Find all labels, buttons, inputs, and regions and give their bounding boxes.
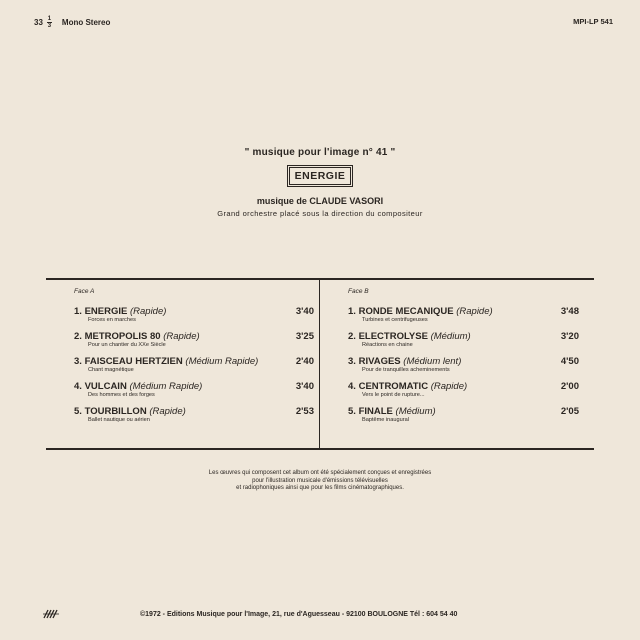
composer-credit: musique de CLAUDE VASORI <box>256 196 384 206</box>
speed-fraction <box>47 16 52 29</box>
track-duration: 3'40 <box>295 306 314 317</box>
track-number: 4. <box>74 381 82 392</box>
track-title: RIVAGES <box>358 356 401 367</box>
track-tempo: (Rapide) <box>129 306 167 317</box>
track-title: FINALE <box>358 406 393 417</box>
track-title: RONDE MECANIQUE <box>358 306 454 317</box>
track-row <box>348 381 579 405</box>
track-title-line <box>348 331 471 342</box>
track-number: 1. <box>348 306 356 317</box>
track-title: ELECTROLYSE <box>358 331 428 342</box>
track-row <box>74 381 314 405</box>
track-title-line <box>74 356 258 367</box>
speed-whole: 33 <box>34 18 43 27</box>
track-duration: 3'40 <box>295 381 314 392</box>
face-a-label: Face A <box>74 288 95 295</box>
track-row <box>348 331 579 355</box>
speed-denominator: 3 <box>47 23 52 29</box>
track-row <box>348 406 579 430</box>
track-duration: 2'05 <box>560 406 579 417</box>
track-number: 3. <box>348 356 356 367</box>
track-duration: 2'40 <box>295 356 314 367</box>
track-description: Ballet nautique ou aérien <box>88 417 150 423</box>
catalog-number: MPI-LP 541 <box>573 17 613 26</box>
track-number: 2. <box>74 331 82 342</box>
notice-line: Les œuvres qui composent cet album ont été spécialement conçues et enregistrées <box>208 470 432 476</box>
track-tempo: (Médium) <box>430 331 471 342</box>
track-description: Réactions en chaine <box>362 342 413 348</box>
album-title <box>287 165 353 187</box>
track-number: 5. <box>74 406 82 417</box>
track-title: METROPOLIS 80 <box>84 331 161 342</box>
track-description: Des hommes et des forges <box>88 392 155 398</box>
track-title-line <box>348 356 461 367</box>
track-number: 4. <box>348 381 356 392</box>
track-description: Pour un chantier du XXe Siècle <box>88 342 166 348</box>
track-duration: 3'25 <box>295 331 314 342</box>
track-row <box>348 306 579 330</box>
speed-label <box>34 16 110 29</box>
album-title-text: ENERGIE <box>294 170 346 182</box>
track-duration: 2'00 <box>560 381 579 392</box>
copyright-line: ©1972 - Editions Musique pour l'Image, 21, rue d'Aguesseau - 92100 BOULOGNE Tél : 604 54 40 <box>140 611 458 618</box>
panel-bottom-rule <box>46 448 594 450</box>
speed-numerator: 1 <box>47 16 52 22</box>
publisher-logo <box>43 609 59 619</box>
track-description: Chant magnétique <box>88 367 134 373</box>
track-number: 5. <box>348 406 356 417</box>
track-title-line <box>74 406 186 417</box>
track-title-line <box>74 331 200 342</box>
track-tempo: (Rapide) <box>163 331 200 342</box>
track-title: TOURBILLON <box>84 406 147 417</box>
track-number: 1. <box>74 306 82 317</box>
track-row <box>74 356 314 380</box>
track-duration: 3'48 <box>560 306 579 317</box>
track-description: Pour de tranquilles acheminements <box>362 367 450 373</box>
track-row <box>74 306 314 330</box>
track-tempo: (Rapide) <box>430 381 468 392</box>
track-number: 3. <box>74 356 82 367</box>
rights-notice <box>0 470 640 493</box>
track-title-line <box>348 306 493 317</box>
track-tempo: (Médium) <box>395 406 436 417</box>
track-description: Turbines et centrifugeuses <box>362 317 428 323</box>
track-title: ENERGIE <box>84 306 128 317</box>
notice-line: pour l'illustration musicale d'émissions télévisuelles <box>252 477 388 484</box>
notice-line: et radiophoniques ainsi que pour les films cinématographiques. <box>236 485 404 492</box>
track-title-line <box>74 306 166 317</box>
track-tempo: (Rapide) <box>149 406 186 417</box>
track-row <box>74 331 314 355</box>
track-description: Forces en marches <box>88 317 136 323</box>
track-title-line <box>74 381 202 392</box>
track-duration: 4'50 <box>560 356 579 367</box>
track-tempo: (Médium Rapide) <box>129 381 203 392</box>
track-row <box>74 406 314 430</box>
track-title: FAISCEAU HERTZIEN <box>84 356 183 367</box>
track-row <box>348 356 579 380</box>
track-description: Vers le point de rupture... <box>362 392 425 398</box>
track-description: Baptême inaugural <box>362 417 409 423</box>
track-duration: 2'53 <box>295 406 314 417</box>
track-title-line <box>348 381 467 392</box>
orchestra-credit: Grand orchestre placé sous la direction du compositeur <box>217 209 423 218</box>
track-tempo: (Médium Rapide) <box>185 356 259 367</box>
track-tempo: (Médium lent) <box>403 356 462 367</box>
panel-top-rule <box>46 278 594 280</box>
track-title: CENTROMATIC <box>358 381 429 392</box>
track-title-line <box>348 406 436 417</box>
format-label: Mono Stereo <box>61 18 111 27</box>
series-title: " musique pour l'image n° 41 " <box>244 147 396 158</box>
track-duration: 3'20 <box>560 331 579 342</box>
face-b-label: Face B <box>348 288 369 295</box>
track-tempo: (Rapide) <box>456 306 493 317</box>
panel-divider <box>319 279 320 448</box>
track-title: VULCAIN <box>84 381 127 392</box>
track-number: 2. <box>348 331 356 342</box>
